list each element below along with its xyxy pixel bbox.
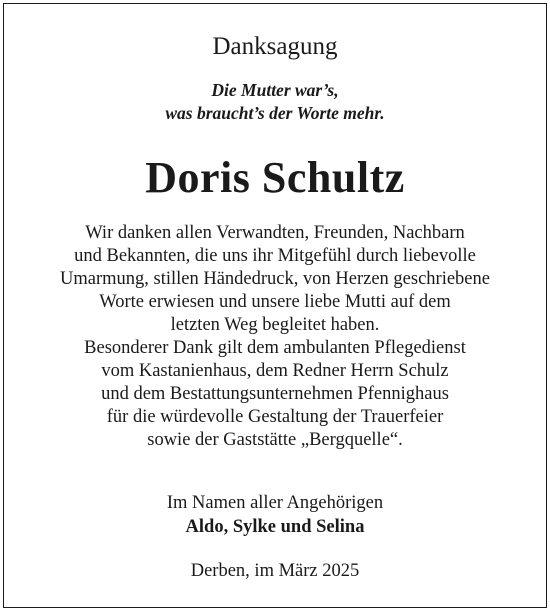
quote-line: was braucht’s der Worte mehr. — [165, 103, 385, 123]
thanks-line: Besonderer Dank gilt dem ambulanten Pflegedienst — [84, 338, 466, 358]
thanks-text — [4, 222, 546, 452]
thanks-line: und dem Bestattungsunternehmen Pfennighaus — [101, 384, 449, 404]
closing-line: Im Namen aller Angehörigen — [166, 493, 384, 513]
quote — [4, 79, 546, 125]
quote-line: Die Mutter war’s, — [211, 80, 339, 100]
thanks-line: und Bekannten, die uns ihr Mitgefühl durch liebevolle — [74, 246, 476, 266]
thanks-line: sowie der Gaststätte „Bergquelle“. — [147, 430, 403, 450]
thanks-line: vom Kastanienhaus, dem Redner Herrn Schulz — [101, 361, 449, 381]
signers: Aldo, Sylke und Selina — [185, 517, 365, 537]
notice-heading: Danksagung — [212, 33, 338, 60]
thanks-line: Umarmung, stillen Händedruck, von Herzen geschriebene — [60, 269, 490, 289]
thanks-line: letzten Weg begleitet haben. — [170, 315, 380, 335]
thanks-line: Wir danken allen Verwandten, Freunden, Nachbarn — [85, 223, 465, 243]
deceased-name: Doris Schultz — [145, 153, 405, 202]
obituary-notice — [3, 3, 547, 608]
closing — [4, 491, 546, 539]
place-date: Derben, im März 2025 — [190, 561, 360, 581]
thanks-line: Worte erwiesen und unsere liebe Mutti auf dem — [99, 292, 451, 312]
thanks-line: für die würdevolle Gestaltung der Trauerfeier — [106, 407, 444, 427]
